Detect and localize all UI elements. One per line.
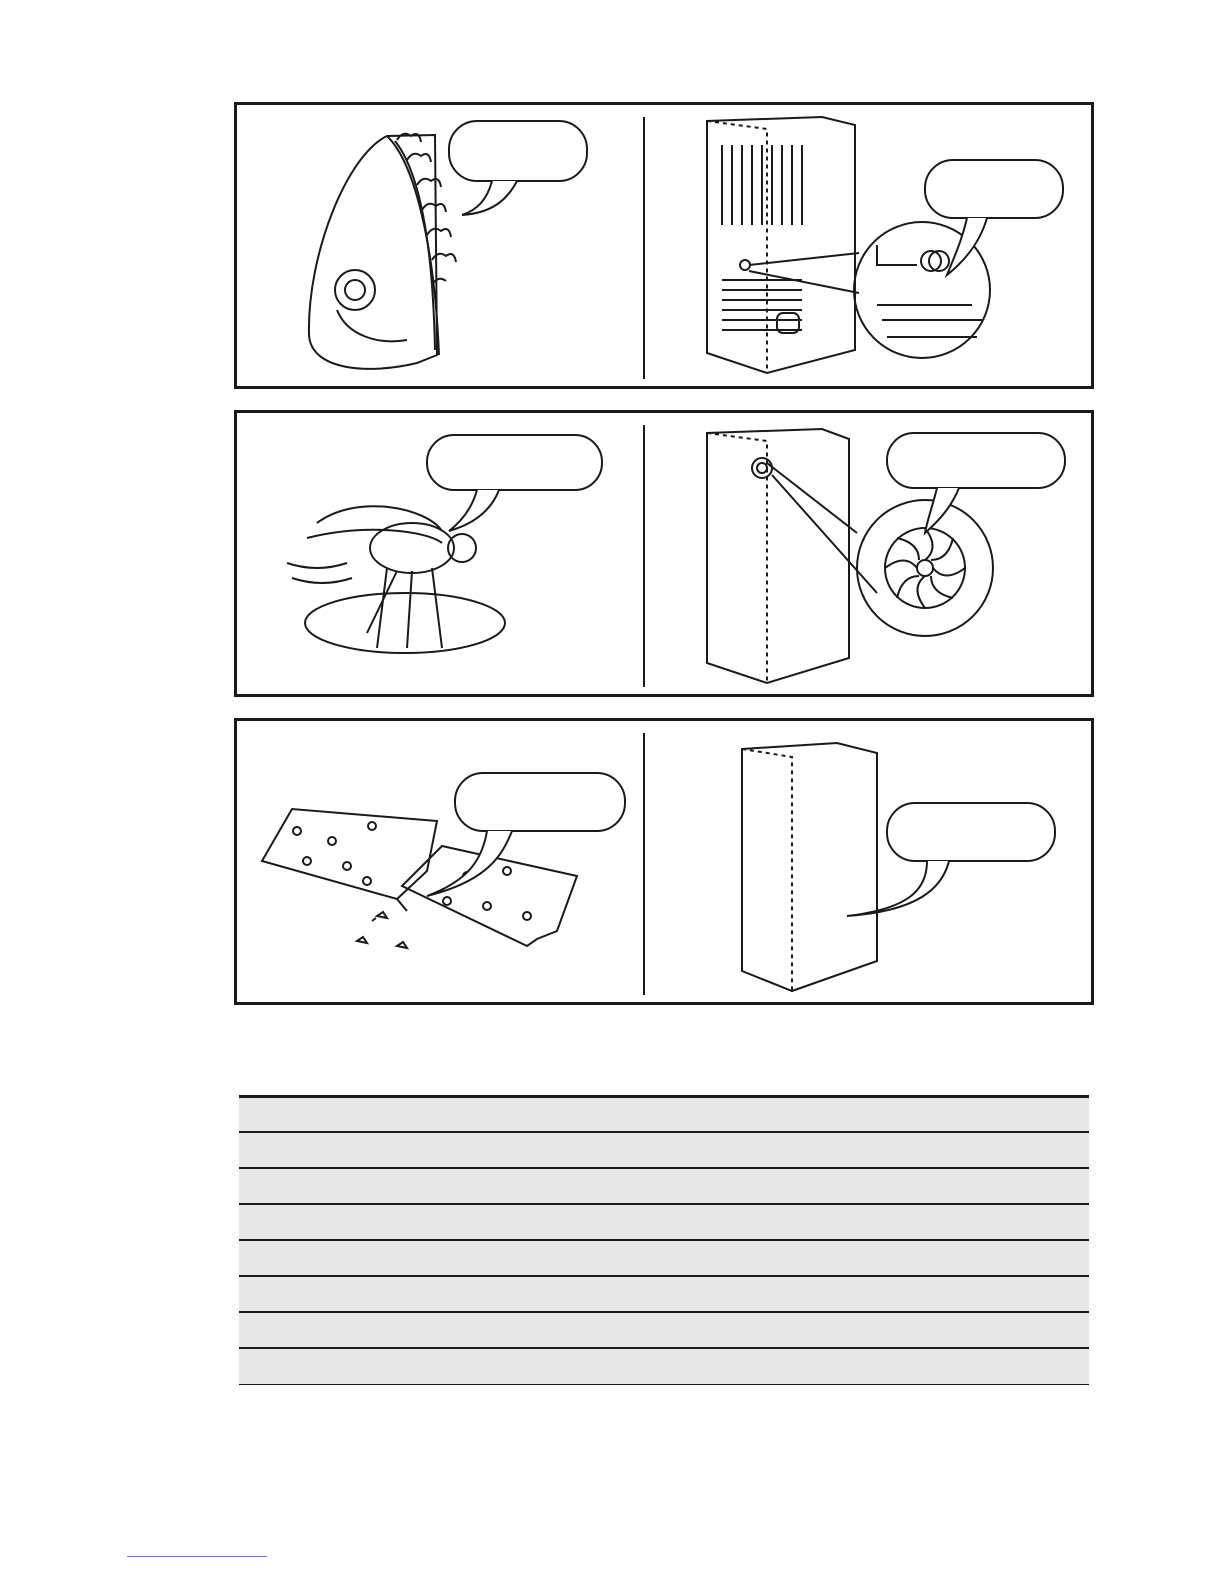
iron-steam-illustration: [237, 105, 1092, 386]
biscuit-and-fridge-illustration: [237, 721, 1092, 1002]
table-row: [239, 1241, 1089, 1277]
table-row: [239, 1313, 1089, 1349]
fly-and-fan-illustration: [237, 413, 1092, 694]
info-table: [239, 1095, 1089, 1385]
footer-link-underline[interactable]: [127, 1556, 267, 1557]
table-row: [239, 1277, 1089, 1313]
illustration-panel-1: [234, 102, 1094, 389]
table-row: [239, 1205, 1089, 1241]
illustration-panel-3: [234, 718, 1094, 1005]
table-row: [239, 1095, 1089, 1133]
illustration-panel-2: [234, 410, 1094, 697]
table-row: [239, 1133, 1089, 1169]
table-row: [239, 1349, 1089, 1385]
table-row: [239, 1169, 1089, 1205]
